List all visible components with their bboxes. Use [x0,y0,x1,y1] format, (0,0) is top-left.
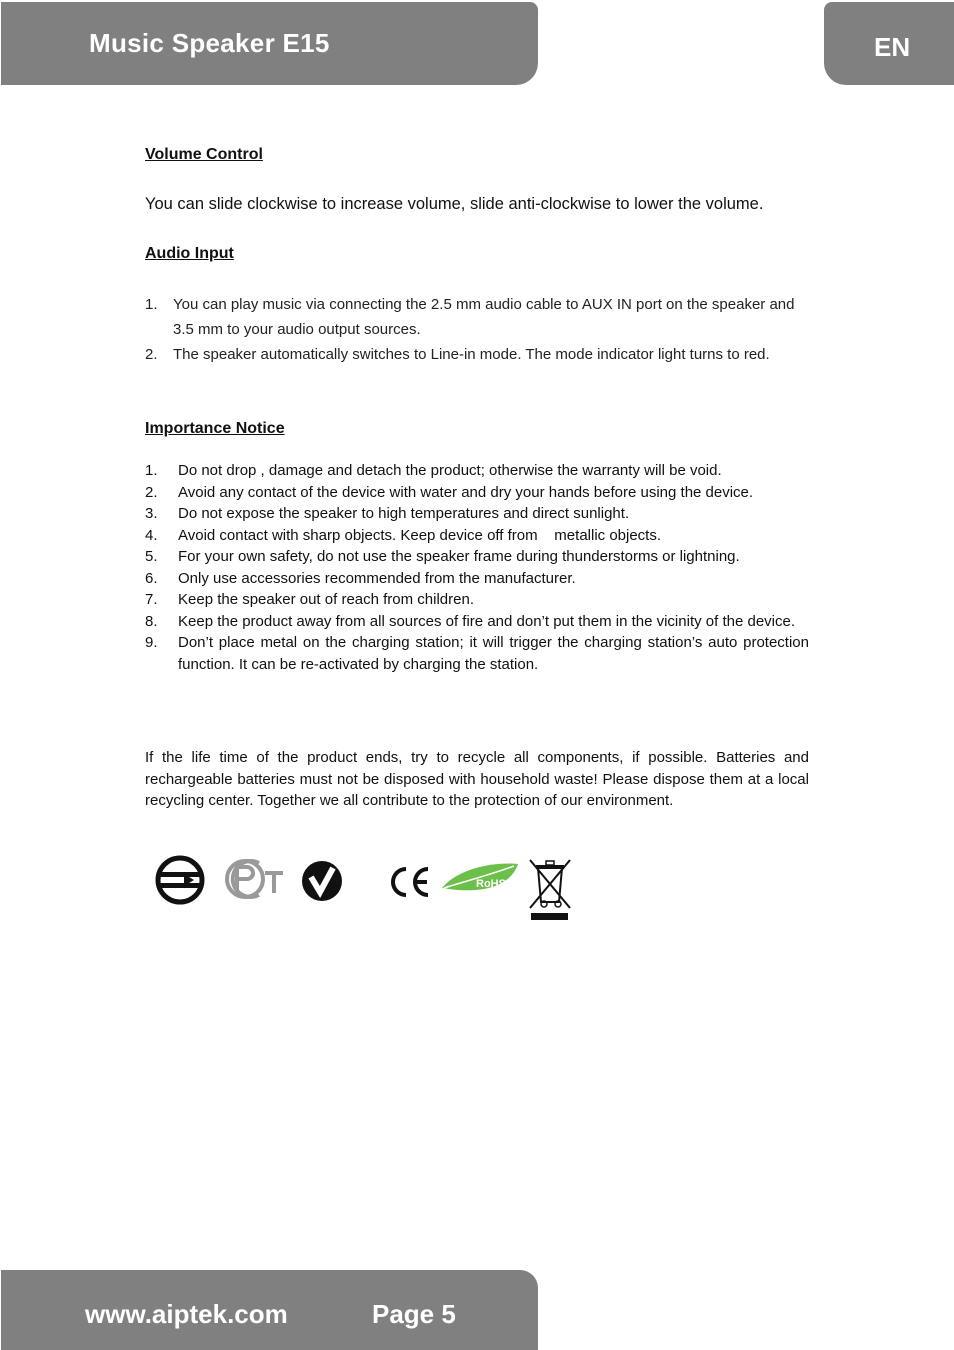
rohs-leaf-icon [440,860,520,898]
ce-mark-icon [388,866,432,898]
website-link[interactable]: www.aiptek.com [85,1299,288,1329]
item-number: 1. [145,296,158,313]
language-code: EN [874,32,911,62]
language-tab [824,2,954,85]
list-item [145,460,809,482]
item-text: Avoid contact with sharp objects. Keep device off from metallic objects. [178,526,662,544]
list-item [145,525,809,547]
page-number: Page 5 [372,1299,456,1329]
item-number: 1. [145,462,158,479]
item-number: 2. [145,483,158,501]
list-item [145,546,809,568]
footer-bar [1,1270,538,1350]
item-text: Do not expose the speaker to high temperatures and direct sunlight. [178,505,630,522]
item-number: 2. [145,346,158,363]
item-number: 9. [145,634,158,651]
pct-certification-icon [225,857,285,901]
weee-crossed-bin-icon [528,858,572,922]
list-item [145,292,815,342]
recycling-notice: If the life time of the product ends, try to recycle all components, if possible. Batteries and rechargeable batteries must not be disposed with household waste! Please dispose them at a local recycling center. Together we all contribute to the protection of our environment. [145,749,809,810]
header-title-bar [1,2,538,85]
list-item [145,503,809,525]
audio-input-heading: Audio Input [145,245,234,262]
item-text: Don’t place metal on the charging station; it will trigger the charging station’s auto protection function. It can be re-activated by charging the station. [178,634,809,673]
notice-list [145,460,809,675]
item-number: 6. [145,569,158,587]
item-text: You can play music via connecting the 2.5 mm audio cable to AUX IN port on the speaker and 3.5 mm to your audio output sources. [173,296,795,338]
volume-control-heading: Volume Control [145,146,263,163]
list-item [145,632,809,675]
list-item [145,568,809,590]
importance-notice-heading: Importance Notice [145,420,285,437]
item-text: Only use accessories recommended from the manufacturer. [178,569,576,587]
item-number: 3. [145,505,158,522]
item-text: Keep the product away from all sources of fire and don’t put them in the vicinity of the device. [178,612,795,630]
item-number: 8. [145,612,158,630]
item-text: Keep the speaker out of reach from children. [178,591,475,608]
item-number: 5. [145,548,158,565]
list-item [145,611,809,633]
item-number: 7. [145,591,158,608]
list-item [145,342,815,367]
volume-control-text: You can slide clockwise to increase volume, slide anti-clockwise to lower the volume. [145,195,764,213]
item-text: For your own safety, do not use the speaker frame during thunderstorms or lightning. [178,548,740,565]
bsmi-certification-icon [154,855,206,905]
item-text: The speaker automatically switches to Line-in mode. The mode indicator light turns to red. [173,346,770,363]
list-item [145,589,809,611]
c-tick-certification-icon [301,860,343,902]
manual-title: Music Speaker E15 [89,28,330,58]
item-text: Avoid any contact of the device with water and dry your hands before using the device. [178,483,754,501]
item-text: Do not drop , damage and detach the product; otherwise the warranty will be void. [178,462,722,479]
audio-input-list [145,292,815,367]
list-item [145,482,809,504]
item-number: 4. [145,526,158,544]
rohs-label: RoHS [476,878,506,890]
